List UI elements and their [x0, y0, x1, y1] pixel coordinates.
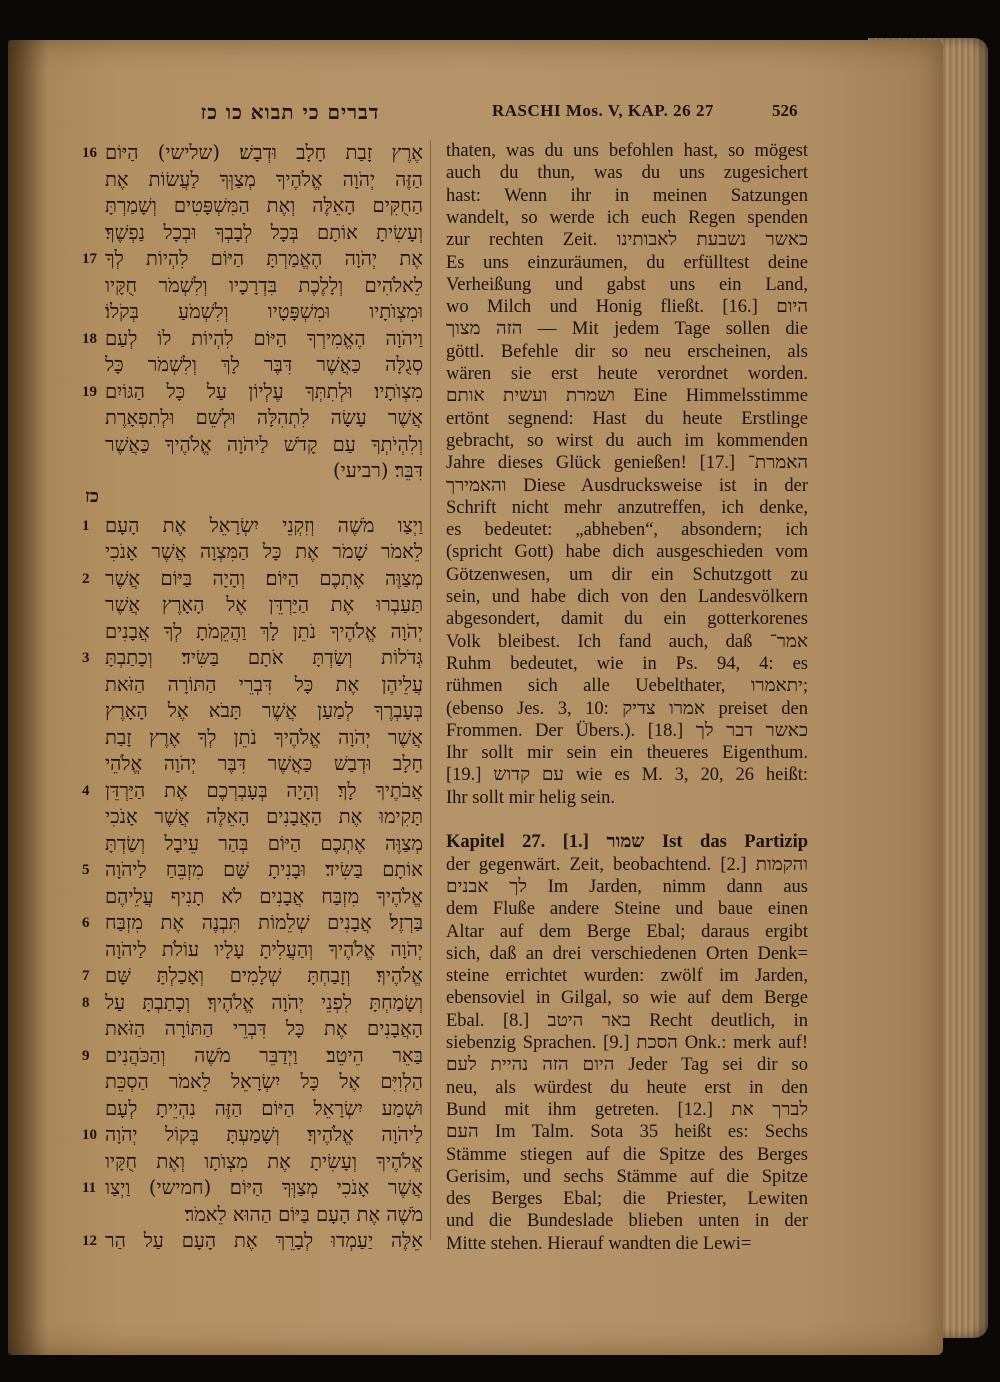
hebrew-chapter-marker: כז — [85, 486, 99, 507]
verse-number: 11 — [82, 1180, 97, 1196]
commentary-line: Ruhm bedeutet, wie in Ps. 94, 4: es — [446, 653, 808, 674]
page-number: 526 — [772, 101, 798, 120]
commentary-line: wandelt, so werde ich euch Regen spenden — [446, 207, 808, 228]
commentary-line: Frommen. Der Übers.). [18.] כאשר דבר לך — [446, 720, 808, 741]
gutter-shadow — [8, 40, 48, 1355]
verse-number: 17 — [82, 251, 97, 267]
commentary-line: neu, als würdest du heute erst in den — [446, 1077, 808, 1098]
hebrew-line: לַיהֹוָה אֱלֹהֶיךָ׃ וְשָׁמַעְתָּ בְּקוֹל יְהֹוָה — [105, 1123, 423, 1146]
hebrew-line: מִצְוֺתָיו׃ וּלְתִתְּךָ עֶלְיוֹן עַל כָּל הַגּוֹיִם — [105, 379, 423, 403]
commentary-line: rühmen sich alle Uebelthater, יתאמרו; — [446, 676, 808, 697]
verse-number: 5 — [82, 862, 90, 878]
commentary-line: Verheißung und gabst uns ein Land, — [446, 274, 808, 295]
commentary-line: sich, daß an drei verschiedenen Orten Denk= — [446, 943, 808, 964]
hebrew-line: גְּדֹלוֹת וְשַׂדְתָּ אֹתָם בַּשִּׂיד׃ וְכָתַבְתָּ — [105, 646, 423, 669]
hebrew-line: הַלְוִיִּם אֶל כָּל יִשְׂרָאֵל לֵאמֹר הַסְכֵּת — [105, 1070, 423, 1093]
hebrew-line: וּשְׁמַע יִשְׂרָאֵל הַיּוֹם הַזֶּה נִהְיֵיתָ לְעָם — [105, 1096, 423, 1120]
commentary-line: wo Milch und Honig fließt. [16.] היום — [446, 297, 808, 318]
hebrew-line: אֲשֶׁר עָשָׂה לִתְהִלָּה וּלְשֵׁם וּלְתִפְאָרֶת — [105, 406, 423, 429]
commentary-line: abgesondert, damit du ein gotterkorenes — [446, 609, 808, 630]
verse-number: 10 — [82, 1127, 97, 1143]
commentary-line: thaten, was du uns befohlen hast, so mögest — [446, 141, 808, 161]
commentary-line: und die Bundeslade blieben unten in der — [446, 1211, 808, 1232]
commentary-line: (spricht Gott) habe dich ausgeschieden vom — [446, 542, 808, 563]
verse-number: 7 — [82, 968, 90, 984]
hebrew-line: אֵלֶּה יַעַמְדוּ לְבָרֵךְ אֶת הָעָם עַל הַר — [105, 1229, 423, 1252]
commentary-line: sein, und habe dich von den Landesvölkern — [446, 587, 808, 607]
hebrew-line: אֶרֶץ זָבַת חָלָב וּדְבָשׁ׃ (שלישי) הַיּוֹם — [105, 141, 423, 164]
hebrew-line: וְשָׂמַחְתָּ לִפְנֵי יְהֹוָה אֱלֹהֶיךָ׃ וְכָתַבְתָּ עַל — [105, 990, 423, 1014]
commentary-line: [19.] עם קדוש wie es M. 3, 20, 26 heißt: — [446, 765, 808, 786]
hebrew-line: אֲשֶׁר יְהֹוָה אֱלֹהֶיךָ נֹתֵן לְךָ אֶרֶץ זָבַת — [105, 725, 423, 749]
commentary-line: העם Im Talm. Sota 35 heißt es: Sechs — [446, 1122, 808, 1143]
commentary-line: der gegenwärt. Zeit, beobachtend. [2.] והקמות — [446, 854, 808, 875]
hebrew-running-head: דברים כי תבוא כו כז — [200, 100, 380, 124]
commentary-line: Kapitel 27. [1.] שמור Ist das Partizip — [446, 832, 808, 853]
commentary-line: (ebenso Jes. 3, 10: אמרו צדיק preiset den — [446, 698, 808, 719]
hebrew-line: יְהֹוָה אֱלֹהֶיךָ וְהַעֲלִיתָ עָלָיו עוֹלֹת לַיהֹוָה — [105, 937, 423, 961]
commentary-line: Bund mit ihm getreten. [12.] לברך את — [446, 1099, 808, 1120]
commentary-line: Es uns einzuräumen, du erfülltest deine — [446, 252, 808, 273]
hebrew-line: וְעָשִׂיתָ אוֹתָם בְּכָל לְבָבְךָ וּבְכָל נַפְשֶׁךָ׃ — [105, 220, 423, 244]
commentary-line: Gerisim, und sechs Stämme auf die Spitze — [446, 1166, 808, 1187]
hebrew-line: וְלִהְיֹתְךָ עַם קָדֹשׁ לַיהֹוָה אֱלֹהֶיךָ כַּאֲשֶׁר — [105, 432, 423, 456]
verse-number: 16 — [82, 145, 97, 161]
hebrew-line: מְצַוֶּה אֶתְכֶם הַיּוֹם בְּהַר עֵיבָל וְשַׂדְתָּ — [105, 831, 423, 855]
hebrew-line: וַיהֹוָה הֶאֱמִירְךָ הַיּוֹם לִהְיוֹת לוֹ לְעַם — [105, 326, 423, 350]
hebrew-line: הַזֶּה יְהֹוָה אֱלֹהֶיךָ מְצַוְּךָ לַעֲשׂוֹת אֶת — [105, 167, 423, 191]
hebrew-line: בַּאֵר הֵיטֵב׃ וַיְדַבֵּר מֹשֶׁה וְהַכֹּהֲנִים — [105, 1043, 423, 1067]
commentary-line: hast: Wenn ihr in meinen Satzungen — [446, 185, 808, 206]
hebrew-line: עֲלֵיהֶן אֶת כָּל דִּבְרֵי הַתּוֹרָה הַזֹּאת — [105, 672, 423, 696]
verse-number: 9 — [82, 1047, 90, 1064]
commentary-line: Ihr sollt mir helig sein. — [446, 787, 616, 808]
verse-number: 12 — [82, 1233, 97, 1249]
hebrew-line: דִּבֵּר׃ (רביעי) — [332, 459, 423, 482]
hebrew-line: הַחֻקִּים הָאֵלֶּה וְאֶת הַמִּשְׁפָּטִים וְשָׁמַרְתָּ — [105, 194, 423, 217]
commentary-line: steine errichtet wurden: zwölf im Jarden, — [446, 966, 808, 987]
verse-number: 18 — [82, 330, 97, 347]
hebrew-line: וּמִצְוֺתָיו וּמִשְׁפָּטָיו וְלִשְׁמֹעַ בְּקֹלוֹ׃ — [105, 300, 423, 323]
hebrew-line: אֶת יְהֹוָה הֶאֱמַרְתָּ הַיּוֹם לִהְיוֹת לְךָ — [105, 247, 423, 270]
hebrew-line: אֱלֹהֶיךָ מִזְבַּח אֲבָנִים לֹא תָנִיף עֲלֵיהֶם — [105, 884, 423, 908]
verse-number: 3 — [82, 650, 90, 666]
hebrew-line: מְצַוֶּה אֶתְכֶם הַיּוֹם׃ וְהָיָה בַּיּוֹם אֲשֶׁר — [105, 566, 423, 590]
commentary-line: Volk bleibest. Ich fand auch, daß אמר־ — [446, 631, 808, 652]
commentary-line: zur rechten Zeit. כאשר נשבעת לאבותינו — [446, 230, 808, 251]
commentary-line: Götzenwesen, um dir ein Schutzgott zu — [446, 564, 808, 585]
hebrew-line: וַיְצַו מֹשֶׁה וְזִקְנֵי יִשְׂרָאֵל אֶת הָעָם — [105, 513, 423, 537]
hebrew-line: לֵאלֹהִים וְלָלֶכֶת בִּדְרָכָיו וְלִשְׁמֹר חֻקָּיו — [105, 273, 423, 297]
commentary-line: לך אבנים Im Jarden, nimm dann aus — [446, 876, 808, 897]
hebrew-line: הָאֲבָנִים אֶת כָּל דִּבְרֵי הַתּוֹרָה הַזֹּאת — [105, 1017, 423, 1040]
commentary-line: Altar auf dem Berge Ebal; daraus ergibt — [446, 921, 808, 942]
hebrew-line: סְגֻלָּה כַּאֲשֶׁר דִּבֶּר לָךְ וְלִשְׁמֹר כָּל — [105, 353, 423, 376]
commentary-line: dem Fluße andere Steine und baue einen — [446, 899, 808, 920]
column-divider — [430, 140, 431, 1240]
verse-number: 6 — [82, 915, 90, 931]
commentary-line: ebensoviel in Gilgal, so wie auf dem Berge — [446, 988, 808, 1009]
commentary-line: Jahre dieses Glück genießen! [17.] האמרת־ — [446, 453, 808, 474]
commentary-line: Schrift nicht mehr anzutreffen, ich denke, — [446, 497, 808, 518]
commentary-line: göttl. Befehle dir so neu erscheinen, als — [446, 341, 808, 362]
commentary-line: es bedeutet: „abheben“, absondern; ich — [446, 520, 808, 541]
hebrew-line: אֲשֶׁר אָנֹכִי מְצַוְּךָ הַיּוֹם׃ (חמישי) וַיְצַו — [105, 1176, 423, 1199]
hebrew-line: יְהֹוָה אֱלֹהֶיךָ נֹתֵן לָךְ וַהֲקֵמֹתָ לְךָ אֲבָנִים — [105, 619, 423, 643]
hebrew-line: תַּעַבְרוּ אֶת הַיַּרְדֵּן אֶל הָאָרֶץ אֲשֶׁר — [105, 593, 423, 616]
verse-number: 2 — [82, 570, 90, 587]
commentary-line: gebracht, so wirst du auch im kommenden — [446, 430, 808, 451]
commentary-line: wären sie erst heute verordnet worden. — [446, 364, 808, 384]
hebrew-line: אֲבֹתֶיךָ לָךְ׃ וְהָיָה בְּעָבְרְכֶם אֶת הַיַּרְדֵּן — [105, 778, 423, 802]
commentary-line: ertönt segnend: Hast du heute Erstlinge — [446, 408, 808, 429]
hebrew-line: מֹשֶׁה אֶת הָעָם בַּיּוֹם הַהוּא לֵאמֹר׃ — [184, 1202, 423, 1226]
hebrew-line: אֱלֹהֶיךָ׃ וְזָבַחְתָּ שְׁלָמִים וְאָכַלְתָּ שָּׁם — [105, 964, 423, 987]
hebrew-line: אֱלֹהֶיךָ וְעָשִׂיתָ אֶת מִצְוֺתָו וְאֶת חֻקָּיו — [105, 1149, 423, 1173]
commentary-line: Stämme stiegen auf die Spitze des Berges — [446, 1144, 808, 1165]
commentary-line: והאמירך Diese Ausdrucksweise ist in der — [446, 475, 808, 496]
commentary-line: siebenzig Sprachen. [9.] הסכת Onk.: merk auf! — [446, 1033, 808, 1053]
verse-number: 19 — [82, 383, 97, 400]
commentary-line: הזה מצוך — Mit jedem Tage sollen die — [446, 319, 808, 340]
commentary-line: des Berges Ebal; die Priester, Lewiten — [446, 1189, 808, 1210]
hebrew-line: בַּרְזֶל׃ אֲבָנִים שְׁלֵמוֹת תִּבְנֶה אֶת מִזְבַּח — [105, 911, 423, 934]
hebrew-line: תָּקִימוּ אֶת הָאֲבָנִים הָאֵלֶּה אֲשֶׁר אָנֹכִי — [105, 805, 423, 828]
commentary-line: Mitte stehen. Hierauf wandten die Lewi= — [446, 1233, 752, 1254]
commentary-line: Ihr sollt mir sein ein theueres Eigenthum. — [446, 743, 808, 764]
verse-number: 8 — [82, 994, 90, 1011]
commentary-line — [446, 809, 808, 832]
hebrew-line: בְּעָבְרֶךָ לְמַעַן אֲשֶׁר תָּבֹא אֶל הָאָרֶץ — [105, 699, 423, 722]
commentary-line: auch du thun, was du uns zugesichert — [446, 163, 808, 184]
commentary-line: Ebal. [8.] באר היטב Recht deutlich, in — [446, 1010, 808, 1031]
hebrew-line: לֵאמֹר שָׁמֹר אֶת כָּל הַמִּצְוָה אֲשֶׁר אָנֹכִי — [105, 540, 423, 563]
commentary-line: היום הזה נהיית לעם Jeder Tag sei dir so — [446, 1055, 808, 1076]
hebrew-line: חָלָב וּדְבַשׁ כַּאֲשֶׁר דִּבֶּר יְהֹוָה אֱלֹהֵי — [105, 752, 423, 775]
hebrew-line: אוֹתָם בַּשִּׂיד׃ וּבָנִיתָ שָּׁם מִזְבֵּחַ לַיהֹוָה — [105, 858, 423, 881]
verse-number: 1 — [82, 517, 90, 534]
commentary-line: ושמרת ועשית אותם Eine Himmelsstimme — [446, 386, 808, 407]
raschi-running-head: RASCHI Mos. V, KAP. 26 27 — [492, 101, 714, 120]
verse-number: 4 — [82, 782, 90, 799]
